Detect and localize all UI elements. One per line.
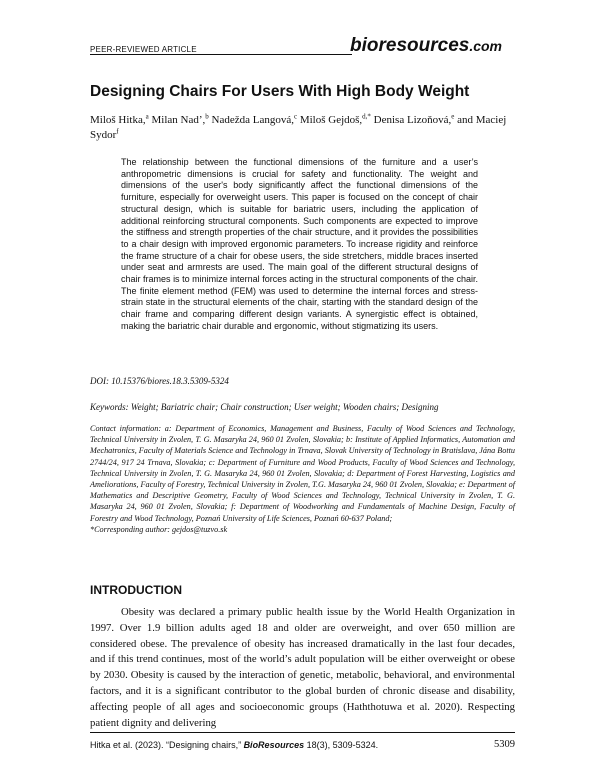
author-affiliation: f	[116, 127, 119, 136]
section-heading: INTRODUCTION	[90, 583, 182, 597]
author: Nadežda Langová,	[208, 114, 294, 126]
author-affiliation: a	[145, 112, 149, 121]
paper-title: Designing Chairs For Users With High Body Weight	[90, 83, 470, 100]
affiliations-text: Contact information: a: Department of Economics, Management and Business, Faculty of Wood Sciences and Technology, Technical University in Zvolen, T. G. Masaryka 24, 960 01 Zvolen, Slovakia; b: Institute of Applied Informatics, Automation and Mechatronics, Faculty of Materials Science and Technology in Trnava, Slovak University of Technology in Bratislava, Jána Bottu 2744/24, 917 24 Trnava, Slovakia; c: Department of Furniture and Wood Products, Faculty of Wood Sciences and Technology, Technical University in Zvolen, T. G. Masaryka 24, 960 01 Zvolen, Slovakia; d: Department of Forest Harvesting, Logistics and Ameliorations, Faculty of Forestry, Technical University in Zvolen, T.G. Masaryka 24, 960 01 Zvolen, Slovakia; e: Department of Mathematics and Descriptive Geometry, Faculty of Wood Sciences and Technology, Technical University in Zvolen, T. G. Masaryka 24, 960 01 Zvolen, Slovakia; f: Department of Woodworking and Fundamentals of Machine Design, Faculty of Forestry and Wood Technology, Poznań University of Life Sciences, Poznań 60-637 Poland;	[90, 424, 515, 523]
citation-suffix: 18(3), 5309-5324.	[304, 740, 379, 750]
author-affiliation: d,*	[362, 112, 371, 121]
intro-paragraph: Obesity was declared a primary public health issue by the World Health Organization in 1997. Over 1.9 billion adults aged 18 and older are overweight, and over 650 million are considered obese. The prevalence of obesity has increased dramatically in the last four decades, and if this trend continues, most of the world’s adult population will be either overweight or obese by 2030. Obesity is caused by the interaction of genetic, metabolic, behavioral, and environmental factors, and it is a significant contributor to the global burden of chronic disease and disability, affecting people of all ages and socioeconomic groups (Haththotuwa et al. 2020). Respecting patient dignity and delivering	[90, 606, 515, 729]
journal-name: BioResources	[243, 740, 305, 750]
author-affiliation: b	[205, 112, 209, 121]
header-rule	[90, 54, 352, 55]
brand-main: bioresources	[350, 35, 470, 56]
citation-prefix: Hitka et al. (2023). “Designing chairs,”	[90, 740, 244, 750]
author-affiliation: c	[293, 112, 298, 121]
author-affiliation: e	[451, 112, 455, 121]
footer-rule	[90, 732, 515, 733]
abstract: The relationship between the functional dimensions of the furniture and a user’s anthropometric dimensions is crucial for safety and functionality. The weight and dimensions of the user's body significantly affect the functional dimensions of the furniture, especially for overweight users. This paper is focused on the concept of chair structural design, which is suitable for bariatric users, including the application of additional reinforcing structural components. Such components are expected to improve the stiffness and strength properties of the chair structure, and it provides the possibilities to a chair design with improved ergonomic parameters. To increase rigidity and reinforce the frame structure of a chair for obese users, the side stretchers, middle braces inserted under seat and armrests are used. The main goal of the different structural designs of chair frames is to minimize internal forces acting in the structural components of the chair. The finite element method (FEM) was used to determine the internal forces and stress-strain state in the structural elements of the chair, starting with the standard design of the chair frame and comparing different design variants. A synergistic effect is obtained, making the bariatric chair durable and ergonomic, without stigmatizing its users.	[121, 157, 478, 331]
article-type-label: PEER-REVIEWED ARTICLE	[90, 45, 197, 54]
corresponding-author: *Corresponding author: gejdos@tuzvo.sk	[90, 524, 228, 534]
author: Miloš Hitka,	[90, 114, 146, 126]
brand-suffix: .com	[469, 38, 503, 54]
page-number: 5309	[494, 739, 515, 750]
journal-brand[interactable]	[350, 35, 502, 57]
page-footer	[90, 740, 515, 750]
author: Miloš Gejdoš,	[297, 114, 363, 126]
author: Denisa Lizoňová,	[370, 114, 452, 126]
doi-link[interactable]: DOI: 10.15376/biores.18.3.5309-5324	[90, 376, 229, 386]
author: and Maciej Sydor	[90, 114, 507, 141]
contact-information	[90, 423, 515, 535]
keywords: Keywords: Weight; Bariatric chair; Chair construction; User weight; Wooden chairs; Designing	[90, 402, 439, 412]
author-list	[90, 113, 515, 143]
author: Milan Nad’,	[148, 114, 206, 126]
